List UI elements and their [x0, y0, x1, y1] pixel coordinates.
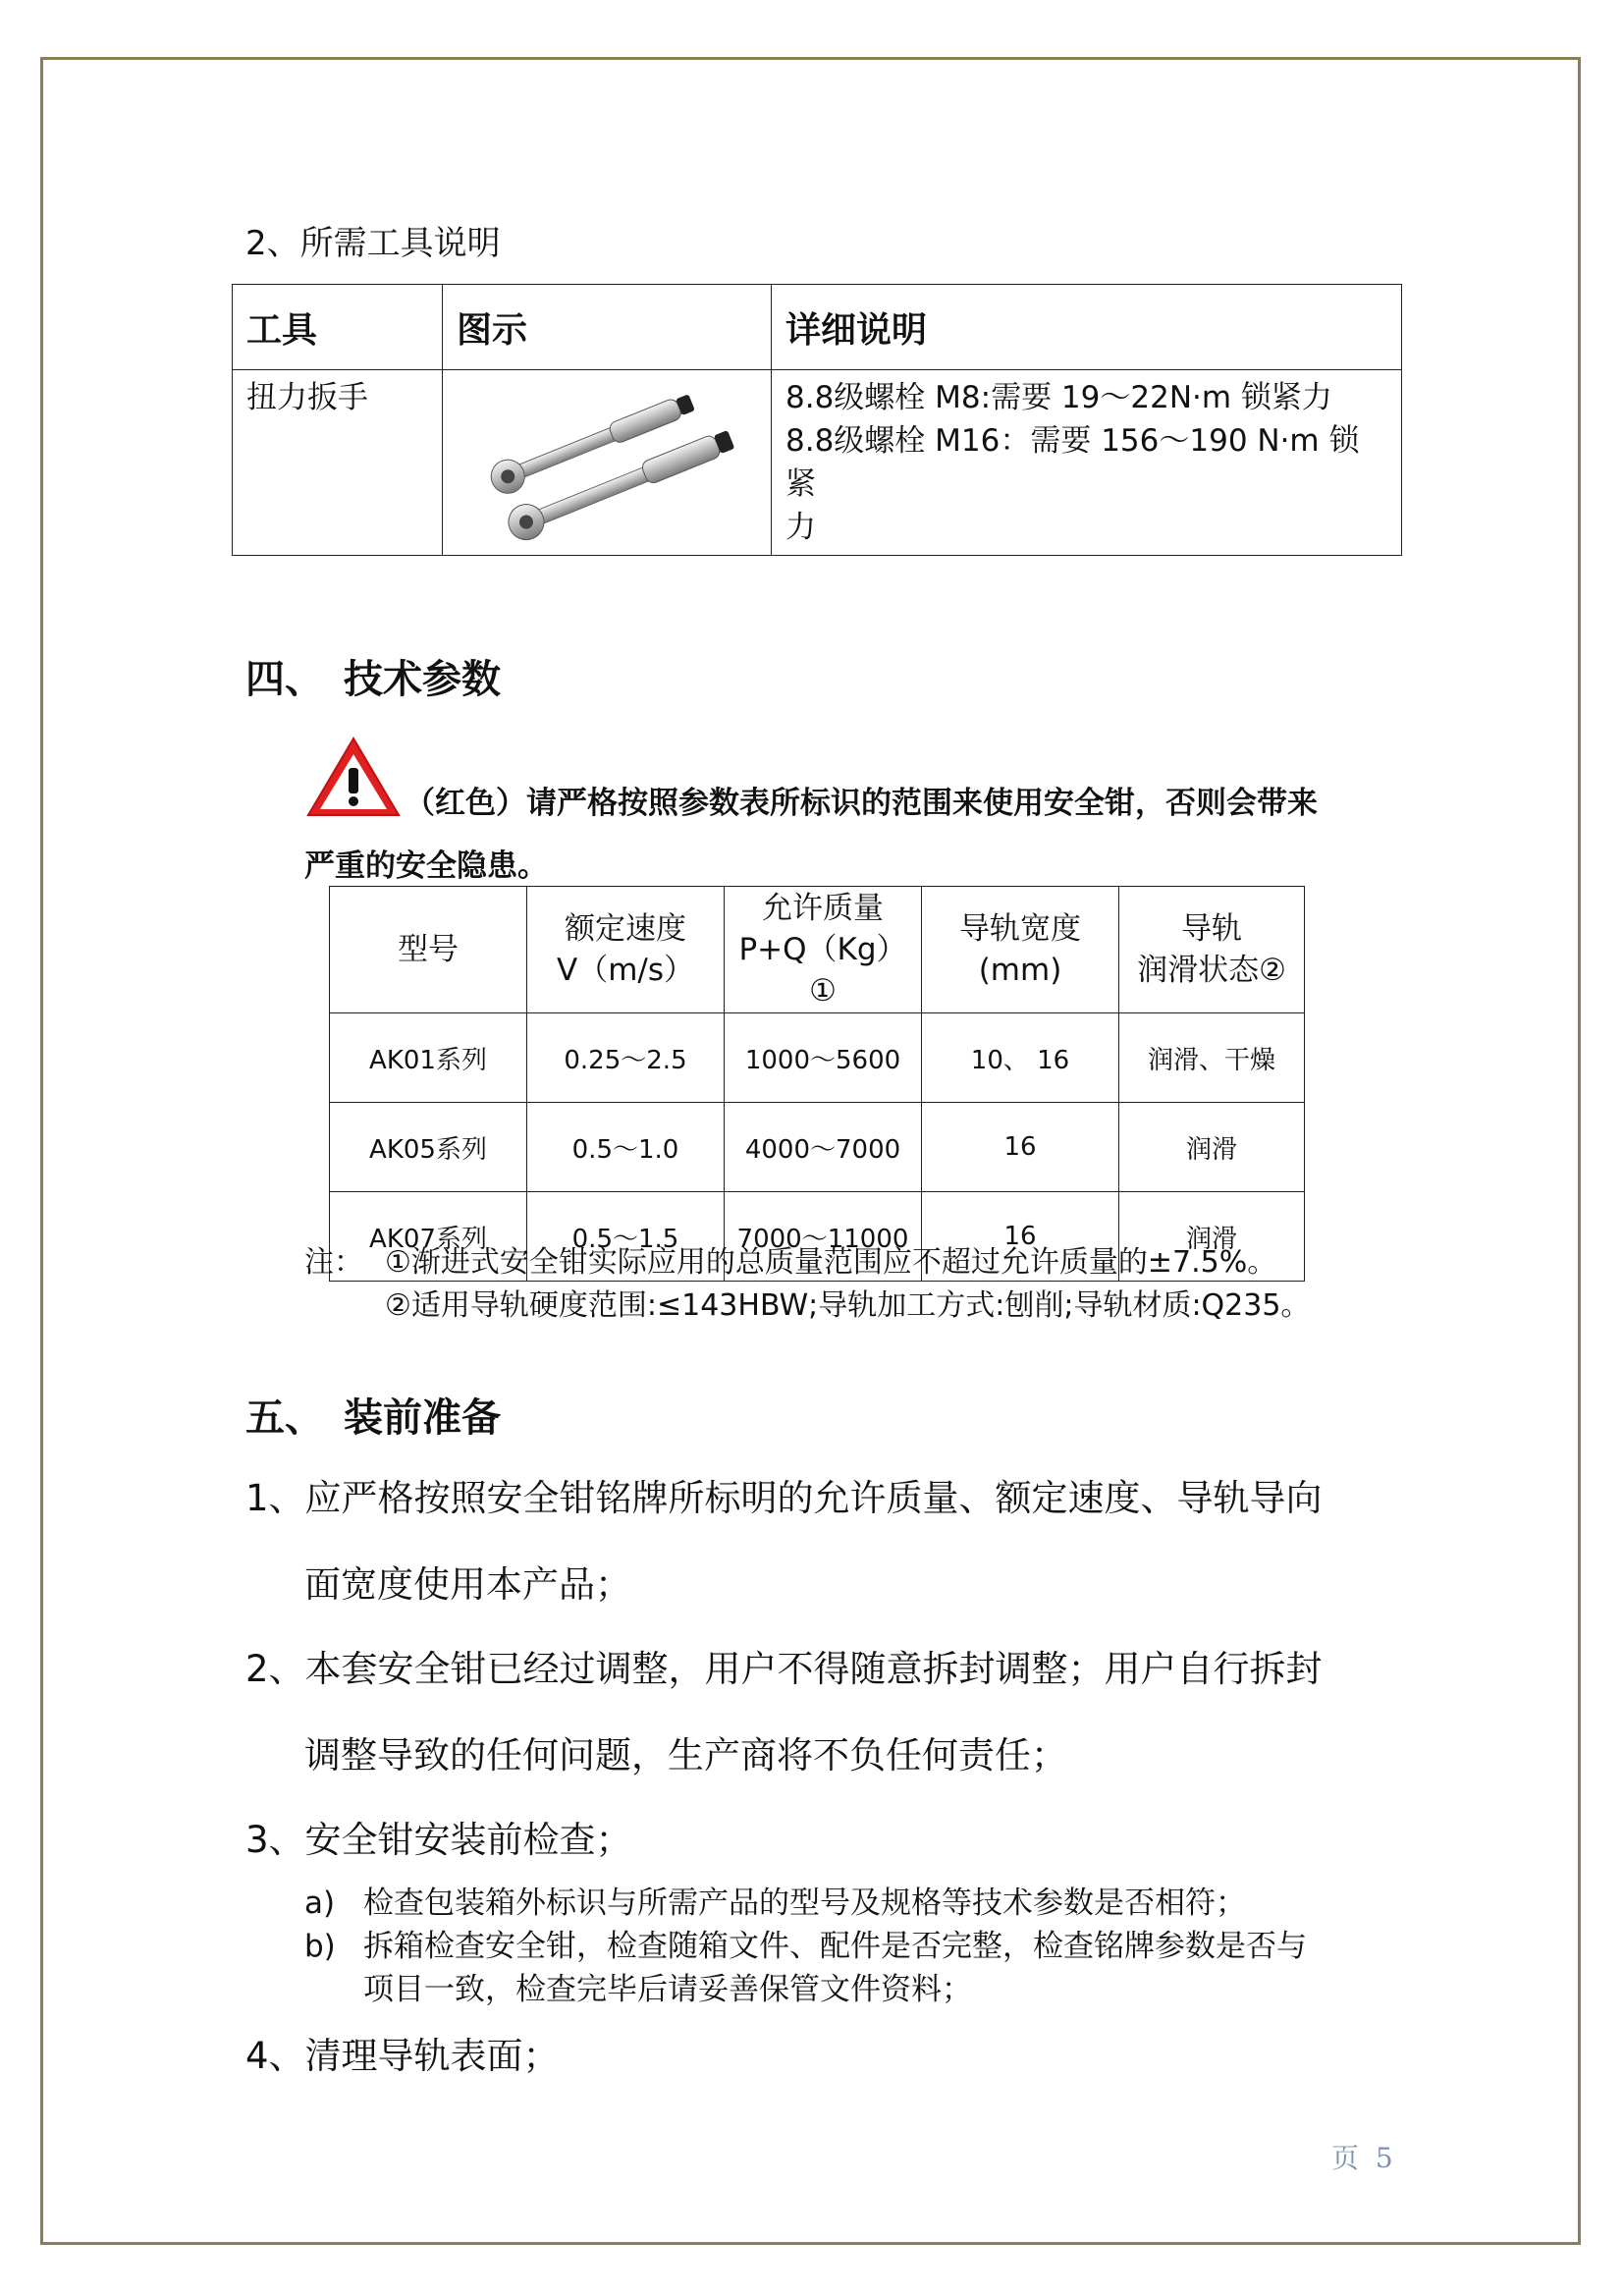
warning-text-line1: （红色）请严格按照参数表所标识的范围来使用安全钳，否则会带来 [405, 786, 1318, 821]
header-speed: 额定速度 V（m/s） [527, 887, 725, 1013]
cell-model: AK07系列 [330, 1192, 527, 1282]
cell-model: AK05系列 [330, 1103, 527, 1192]
header-rail-width: 导轨宽度 (mm) [922, 887, 1119, 1013]
item-4: 4、清理导轨表面； [245, 2035, 560, 2077]
cell-speed: 0.25～2.5 [527, 1013, 725, 1103]
cell-rail-width: 16 [922, 1103, 1119, 1192]
warning-text-line2: 严重的安全隐患。 [304, 848, 548, 884]
item-2-line1: 2、本套安全钳已经过调整，用户不得随意拆封调整；用户自行拆封 [245, 1648, 1323, 1690]
cell-lubrication: 润滑 [1119, 1192, 1305, 1282]
section5-title: 五、 装前准备 [245, 1395, 501, 1441]
header-mass: 允许质量 P+Q（Kg）① [725, 887, 922, 1013]
header-image: 图示 [443, 285, 772, 370]
item-3: 3、安全钳安装前检查； [245, 1819, 632, 1861]
sub-a-label: a) [304, 1886, 336, 1921]
header-model: 型号 [330, 887, 527, 1013]
cell-mass: 1000～5600 [725, 1013, 922, 1103]
table-header-row [330, 887, 1305, 1013]
table-row [330, 1103, 1305, 1192]
sub-b-line2: 项目一致，检查完毕后请妥善保管文件资料； [363, 1972, 972, 2007]
cell-mass: 4000～7000 [725, 1103, 922, 1192]
item-2-line2: 调整导致的任何问题，生产商将不负任何责任； [304, 1734, 1067, 1777]
note-label: 注： [304, 1245, 363, 1280]
torque-wrench-icon [443, 370, 771, 543]
table-row [330, 1013, 1305, 1103]
tools-table [232, 284, 1402, 556]
cell-model: AK01系列 [330, 1013, 527, 1103]
section4-title: 四、 技术参数 [245, 657, 501, 702]
cell-mass: 7000～11000 [725, 1192, 922, 1282]
sub-b-label: b) [304, 1929, 336, 1964]
cell-speed: 0.5～1.5 [527, 1192, 725, 1282]
cell-speed: 0.5～1.0 [527, 1103, 725, 1192]
tool-description [772, 370, 1402, 556]
header-detail: 详细说明 [772, 285, 1402, 370]
desc-line-2: 8.8级螺栓 M16：需要 156～190 N·m 锁紧 [785, 423, 1360, 502]
sub-b-line1: 拆箱检查安全钳，检查随箱文件、配件是否完整，检查铭牌参数是否与 [363, 1929, 1307, 1964]
header-tool: 工具 [233, 285, 443, 370]
note-1: ①渐进式安全钳实际应用的总质量范围应不超过允许质量的±7.5%。 [385, 1245, 1277, 1280]
warning-triangle-icon [304, 735, 403, 819]
tool-image-cell [443, 370, 772, 556]
cell-rail-width: 16 [922, 1192, 1119, 1282]
cell-lubrication: 润滑、干燥 [1119, 1013, 1305, 1103]
item-1-line2: 面宽度使用本产品； [304, 1563, 631, 1606]
header-lubrication: 导轨 润滑状态② [1119, 887, 1305, 1013]
desc-line-3: 力 [785, 510, 816, 545]
note-2: ②适用导轨硬度范围:≤143HBW;导轨加工方式:刨削;导轨材质:Q235。 [385, 1288, 1311, 1323]
tool-name: 扭力扳手 [233, 370, 443, 556]
sub-a: 检查包装箱外标识与所需产品的型号及规格等技术参数是否相符； [363, 1886, 1246, 1921]
page-number: 页 5 [1331, 2142, 1397, 2174]
desc-line-1: 8.8级螺栓 M8:需要 19～22N·m 锁紧力 [785, 380, 1332, 415]
item-1-line1: 1、应严格按照安全钳铭牌所标明的允许质量、额定速度、导轨导向 [245, 1477, 1323, 1519]
table-header-row [233, 285, 1402, 370]
cell-lubrication: 润滑 [1119, 1103, 1305, 1192]
params-table [329, 886, 1305, 1282]
tools-heading: 2、所需工具说明 [245, 224, 501, 263]
table-row [233, 370, 1402, 556]
cell-rail-width: 10、 16 [922, 1013, 1119, 1103]
